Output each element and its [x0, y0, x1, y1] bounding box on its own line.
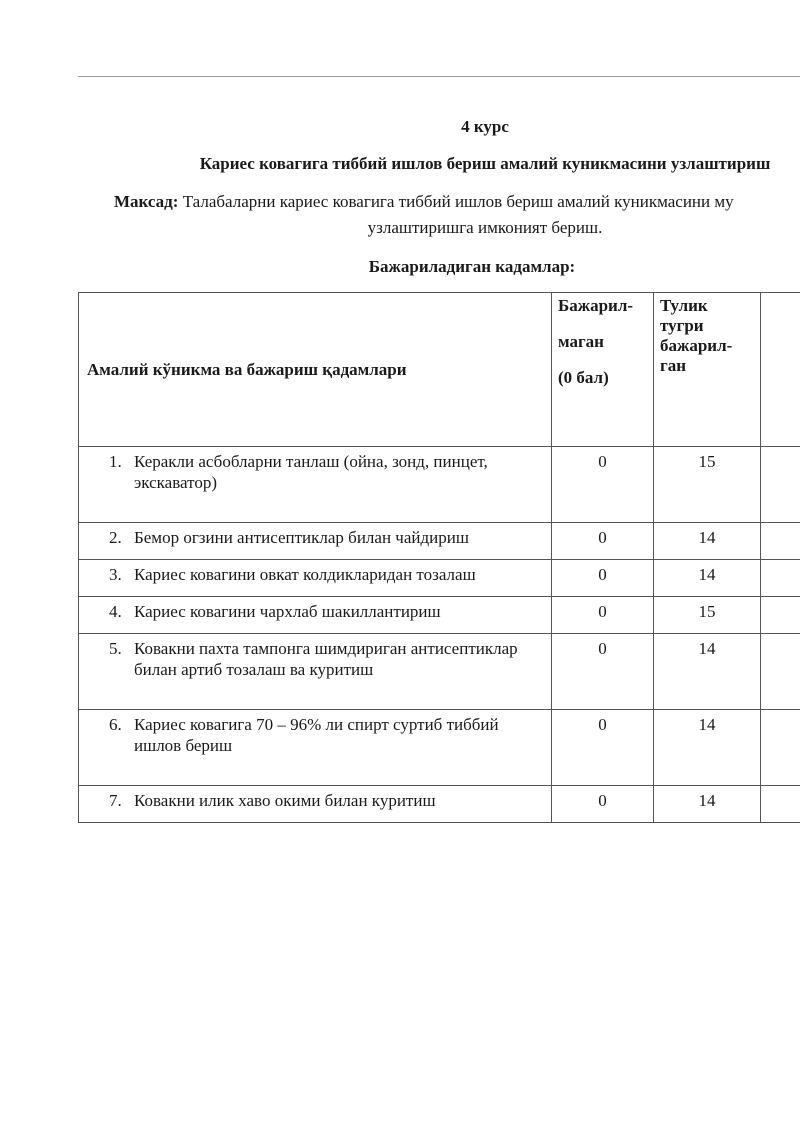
step-text: Кариес ковагига 70 – 96% ли спирт суртиб тиббий ишлов бериш — [134, 715, 499, 755]
step-text: Кариес ковагини овкат колдикларидан тозалаш — [134, 565, 476, 584]
extra-cell — [761, 447, 800, 523]
step-number: 1. — [109, 452, 122, 471]
done-correct-score: 15 — [654, 597, 761, 634]
step-number: 2. — [109, 528, 122, 547]
extra-cell — [761, 634, 800, 710]
header-not-done-line: маган — [558, 332, 604, 351]
table-row — [79, 560, 800, 597]
step-cell — [79, 523, 552, 560]
step-text: Ковакни пахта тампонга шимдириган антисептиклар билан артиб тозалаш ва куритиш — [134, 639, 518, 679]
document-title: Кариес ковагига тиббий ишлов бериш амалий куникмасини узлаштириш — [199, 154, 771, 173]
extra-cell — [761, 710, 800, 786]
not-done-score: 0 — [552, 560, 654, 597]
done-correct-score: 15 — [654, 447, 761, 523]
table-row — [79, 597, 800, 634]
header-not-done-line: (0 бал) — [558, 368, 609, 387]
step-number: 5. — [109, 639, 122, 658]
header-extra — [761, 293, 800, 447]
step-number: 7. — [109, 791, 122, 810]
not-done-score: 0 — [552, 597, 654, 634]
step-text: Керакли асбобларни танлаш (ойна, зонд, пинцет, экскаватор) — [134, 452, 488, 492]
done-correct-score: 14 — [654, 560, 761, 597]
goal-paragraph — [114, 192, 734, 212]
header-not-done-line: Бажарил- — [558, 296, 634, 315]
done-correct-score: 14 — [654, 786, 761, 823]
step-text: Бемор огзини антисептиклар билан чайдириш — [134, 528, 469, 547]
goal-label: Максад: — [114, 192, 179, 211]
table-row — [79, 786, 800, 823]
skills-table — [78, 292, 800, 823]
header-skill: Амалий кўникма ва бажариш қадамлари — [79, 293, 552, 447]
extra-cell — [761, 523, 800, 560]
step-cell — [79, 710, 552, 786]
done-correct-score: 14 — [654, 523, 761, 560]
step-text: Кариес ковагини чархлаб шакиллантириш — [134, 602, 441, 621]
not-done-score: 0 — [552, 634, 654, 710]
header-done-correct-line: бажарил- — [660, 336, 733, 355]
step-cell — [79, 597, 552, 634]
step-cell — [79, 786, 552, 823]
header-done-correct-line: тугри — [660, 316, 704, 335]
table-header-row — [79, 293, 800, 447]
table-row — [79, 447, 800, 523]
top-rule — [78, 76, 800, 77]
header-done-correct-line: Тулик — [660, 296, 708, 315]
table-row — [79, 710, 800, 786]
extra-cell — [761, 560, 800, 597]
steps-heading: Бажариладиган кадамлар: — [368, 257, 576, 276]
extra-cell — [761, 597, 800, 634]
goal-text-line1: Талабаларни кариес ковагига тиббий ишлов бериш амалий куникмасини му — [178, 192, 734, 211]
step-cell — [79, 560, 552, 597]
done-correct-score: 14 — [654, 634, 761, 710]
table-row — [79, 634, 800, 710]
header-not-done — [552, 293, 654, 447]
step-number: 6. — [109, 715, 122, 734]
skills-table-wrapper — [78, 292, 800, 832]
step-number: 3. — [109, 565, 122, 584]
not-done-score: 0 — [552, 786, 654, 823]
done-correct-score: 14 — [654, 710, 761, 786]
step-cell — [79, 634, 552, 710]
not-done-score: 0 — [552, 523, 654, 560]
extra-cell — [761, 786, 800, 823]
table-row — [79, 523, 800, 560]
not-done-score: 0 — [552, 447, 654, 523]
step-number: 4. — [109, 602, 122, 621]
step-text: Ковакни илик хаво окими билан куритиш — [134, 791, 436, 810]
header-done-correct-line: ган — [660, 356, 687, 375]
header-done-correct — [654, 293, 761, 447]
not-done-score: 0 — [552, 710, 654, 786]
step-cell — [79, 447, 552, 523]
course-label: 4 курс — [461, 117, 509, 136]
goal-text-line2: узлаштиришга имконият бериш. — [367, 218, 603, 237]
